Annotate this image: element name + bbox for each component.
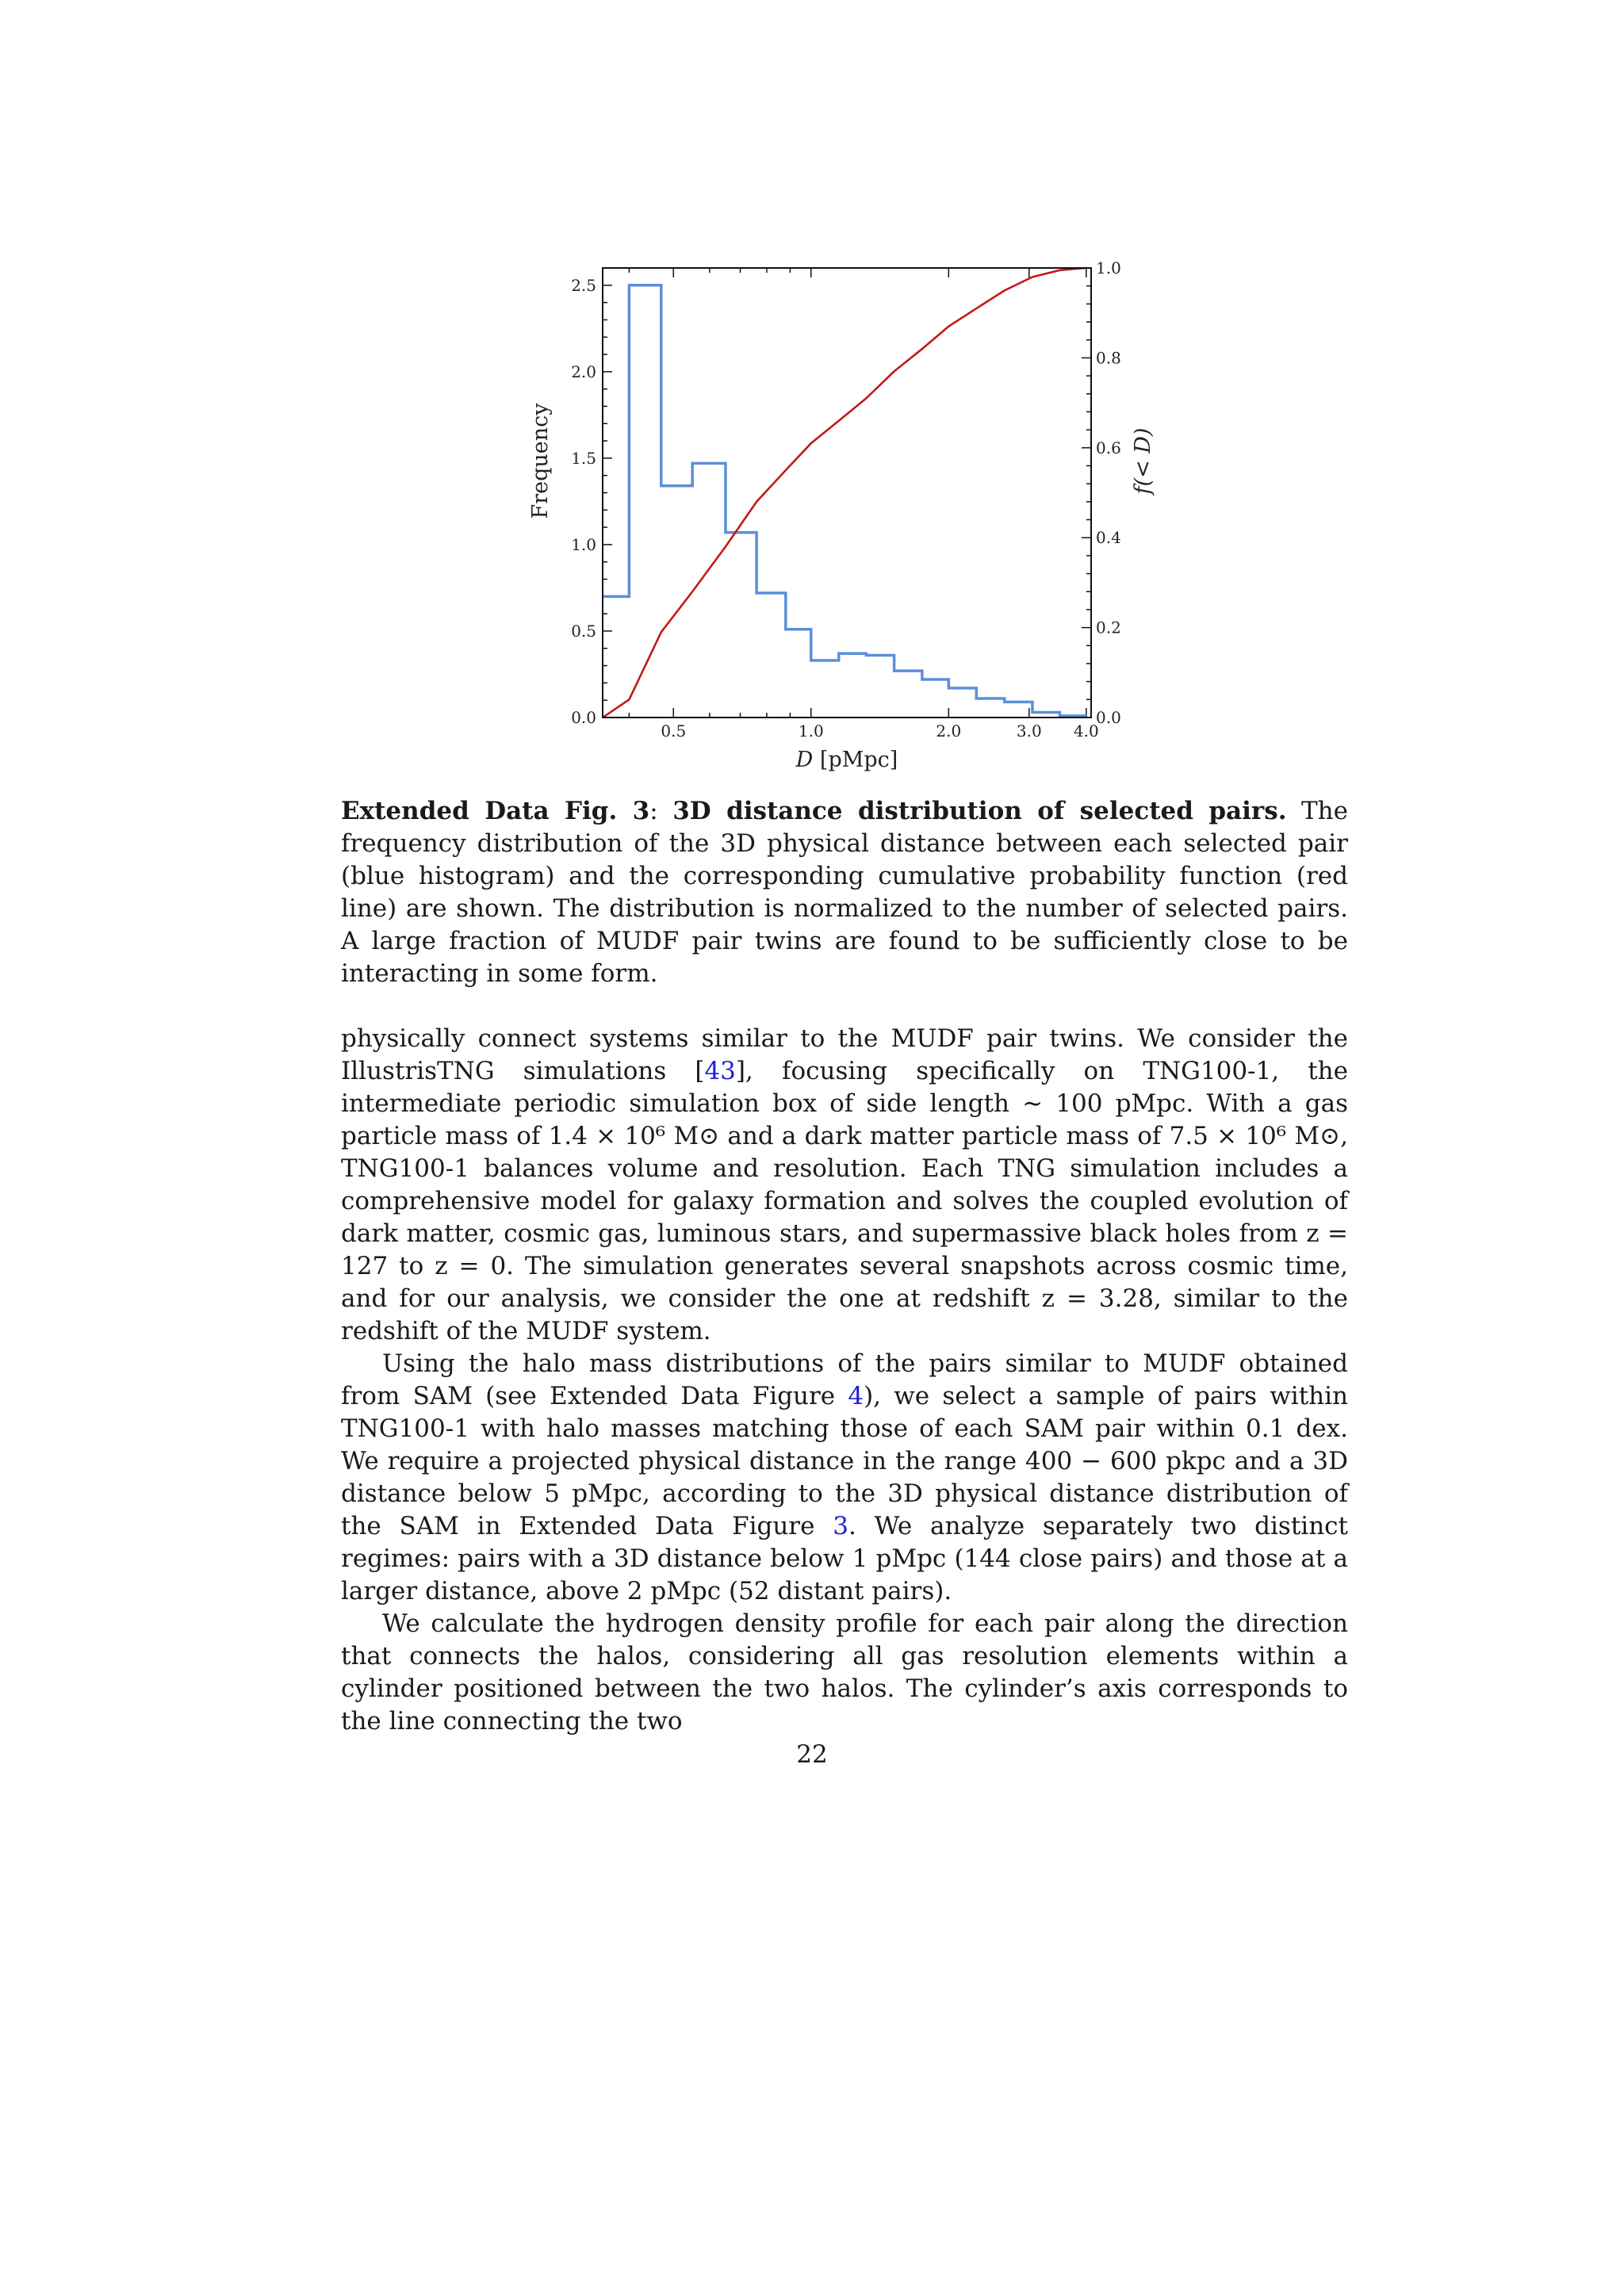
paragraph-1-text-b: ], focusing specifically on TNG100-1, the intermediate periodic simulation box of side length ∼ 100 pMpc. With a gas particle mass of 1.4 × 10⁶ M⊙ and a dark matter particle mass of 7.5 × 10⁶ M⊙, TNG100-1 balances volume and resolution. Each TNG simulation includes a comprehensive model for galaxy formation and solves the coupled evolution of dark matter, cosmic gas, luminous stars, and supermassive black holes from z = 127 to z = 0. The simulation generates several snapshots across cosmic time, and for our analysis, we consider the one at redshift z = 3.28, similar to the redshift of the MUDF system. [341, 1057, 1348, 1345]
figure-caption: Extended Data Fig. 3: 3D distance distribution of selected pairs. The frequency distribution of the 3D physical distance between each selected pair (blue histogram) and the corresponding cumulative probability function (red line) are shown. The distribution is normalized to the number of selected pairs. A large fraction of MUDF pair twins are found to be sufficiently close to be interacting in some form. [341, 797, 1348, 988]
page-number: 22 [796, 1740, 828, 1769]
caption-label: Extended Data Fig. 3 [341, 797, 650, 825]
paragraph-2-text-c: . We analyze separately two distinct regimes: pairs with a 3D distance below 1 pMpc (144 close pairs) and those at a larger distance, above 2 pMpc (52 distant pairs). [341, 1512, 1348, 1605]
y-right-tick-label: 0.6 [1096, 438, 1121, 457]
y-left-tick-label: 2.5 [571, 275, 596, 295]
figure-link-4[interactable]: 4 [848, 1382, 864, 1410]
chart-svg [523, 254, 1174, 793]
y-right-tick-label: 0.8 [1096, 348, 1121, 368]
paragraph-3: We calculate the hydrogen density profile for each pair along the direction that connects the halos, considering all gas resolution elements within a cylinder positioned between the two halos. The cylinder’s axis corresponds to the line connecting the two [341, 1609, 1348, 1735]
figure-link-3[interactable]: 3 [833, 1512, 848, 1540]
y-right-tick-label: 0.4 [1096, 528, 1121, 548]
y-right-tick-label: 1.0 [1096, 258, 1121, 277]
y-left-tick-label: 0.0 [571, 708, 596, 727]
x-tick-label: 3.0 [1016, 721, 1042, 740]
y-left-tick-label: 1.0 [571, 534, 596, 554]
histogram-series [603, 285, 1086, 716]
y-axis-label-left: Frequency [528, 403, 553, 519]
plot-frame [603, 268, 1091, 718]
caption-title: 3D distance distribution of selected pairs. [672, 797, 1287, 825]
paragraph-2-text-b: ), we select a sample of pairs within TNG100-1 with halo masses matching those of each SAM pair within 0.1 dex. We require a projected physical distance in the range 400 − 600 pkpc and a 3D distance below 5 pMpc, according to the 3D physical distance distribution of the SAM in Extended Data Figure [341, 1382, 1348, 1540]
x-axis-label: D [pMpc] [795, 748, 898, 772]
caption-text: The frequency distribution of the 3D physical distance between each selected pair (blue histogram) and the corresponding cumulative probability function (red line) are shown. The distribution is normalized to the number of selected pairs. A large fraction of MUDF pair twins are found to be sufficiently close to be interacting in some form. [341, 797, 1348, 988]
body-text [341, 1023, 1348, 1738]
paragraph-2 [341, 1348, 1348, 1608]
y-left-tick-label: 1.5 [571, 448, 596, 468]
y-left-tick-label: 0.5 [571, 621, 596, 641]
paragraph-2-text-a: Using the halo mass distributions of the pairs similar to MUDF obtained from SAM (see Extended Data Figure [341, 1349, 1348, 1410]
paragraph-1 [341, 1023, 1348, 1348]
x-tick-label: 1.0 [798, 721, 824, 740]
x-tick-label: 2.0 [936, 721, 962, 740]
paragraph-1-text-a: physically connect systems similar to the MUDF pair twins. We consider the IllustrisTNG simulations [ [341, 1024, 1348, 1085]
figure-distance-distribution [523, 254, 1174, 793]
x-tick-label: 0.5 [661, 721, 687, 740]
x-tick-label: 4.0 [1073, 721, 1099, 740]
y-right-tick-label: 0.2 [1096, 618, 1121, 637]
citation-link-43[interactable]: 43 [704, 1057, 736, 1085]
cumulative-series-line [603, 268, 1086, 718]
y-axis-label-right: f(< D) [1131, 427, 1155, 495]
y-right-tick-label: 0.0 [1096, 708, 1121, 727]
y-left-tick-label: 2.0 [571, 362, 596, 381]
